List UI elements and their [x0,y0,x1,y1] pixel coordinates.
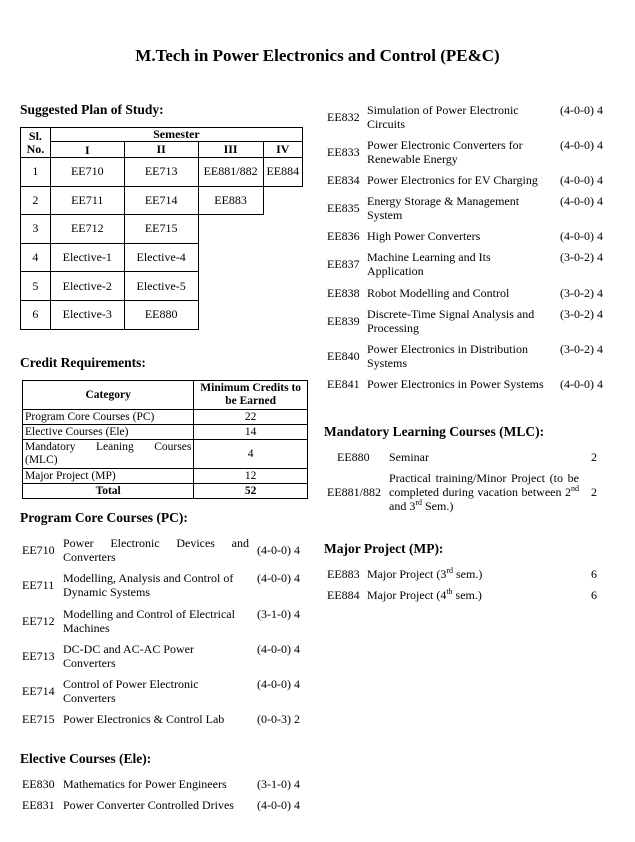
course-row [327,229,612,243]
course-code: EE837 [327,257,360,271]
course-code: EE881/882 [327,485,381,499]
course-credit: (4-0-0) 4 [560,138,603,152]
course-title-sup: rd [415,498,422,507]
plan-cell: Elective-4 [124,243,198,272]
course-title-part: Major Project (4 [367,588,447,602]
plan-semester-header: Semester [50,128,302,142]
course-title-part: sem.) [452,588,482,602]
course-row [22,677,307,705]
course-title-part: sem.) [452,567,483,581]
plan-row [21,186,303,215]
course-code: EE840 [327,349,360,363]
course-code: EE711 [22,578,55,592]
course-credit: (4-0-0) 4 [560,173,603,187]
course-credit: 2 [591,485,597,499]
plan-row [21,215,303,244]
credit-value: 14 [194,425,308,440]
course-row [327,377,612,391]
course-credit: 6 [591,567,597,581]
plan-empty [263,272,302,301]
course-title: Simulation of Power Electronic Circuits [367,103,519,131]
course-title: Power Electronic Devices and Converters [63,536,249,564]
mlc-heading: Mandatory Learning Courses (MLC): [324,424,545,439]
course-code: EE835 [327,201,360,215]
course-row [327,103,612,131]
credit-total-value: 52 [194,484,308,499]
course-code: EE841 [327,377,360,391]
plan-empty [198,215,263,244]
course-row [22,571,307,599]
plan-heading: Suggested Plan of Study: [20,102,164,117]
plan-cell: EE884 [263,158,302,187]
course-row [327,286,612,300]
course-credit: 2 [591,450,597,464]
plan-sl: 2 [21,186,51,215]
course-row [327,471,602,515]
plan-cell: EE715 [124,215,198,244]
course-credit: (3-0-2) 4 [560,250,603,264]
course-row [327,250,612,278]
plan-sem-header: III [198,142,263,158]
credit-category: Mandatory Leaning Courses (MLC) [23,440,194,469]
course-row [327,342,612,370]
course-row [327,307,612,335]
mp-heading: Major Project (MP): [324,541,444,556]
course-row [327,173,612,187]
ele-heading: Elective Courses (Ele): [20,751,152,766]
course-title: Power Electronics & Control Lab [63,712,225,726]
course-code: EE715 [22,712,55,726]
course-code: EE833 [327,145,360,159]
plan-row [21,158,303,187]
course-title: Power Converter Controlled Drives [63,798,234,812]
credit-row [23,425,308,440]
plan-cell: EE881/882 [198,158,263,187]
credit-row [23,469,308,484]
course-title: DC-DC and AC-AC Power Converters [63,642,194,670]
course-title [367,567,482,581]
course-code: EE714 [22,684,55,698]
plan-sl-header: Sl. No. [21,128,51,158]
plan-cell: EE880 [124,300,198,329]
course-credit: (4-0-0) 4 [257,571,300,585]
credit-category: Program Core Courses (PC) [23,410,194,425]
course-title: Power Electronics in Power Systems [367,377,544,391]
course-title-part: Sem.) [422,499,454,513]
credit-value: 22 [194,410,308,425]
course-title: Modelling, Analysis and Control of Dynamic Systems [63,571,234,599]
course-code: EE830 [22,777,55,791]
course-title: Robot Modelling and Control [367,286,510,300]
credits-category-header: Category [23,381,194,410]
credit-category: Major Project (MP) [23,469,194,484]
course-credit: (4-0-0) 4 [257,642,300,656]
course-credit: (4-0-0) 4 [560,103,603,117]
course-title: Modelling and Control of Electrical Machines [63,607,235,635]
course-credit: (3-0-2) 4 [560,342,603,356]
course-row [327,194,612,222]
plan-empty [263,243,302,272]
course-title: Power Electronic Converters for Renewable Energy [367,138,523,166]
credit-value: 12 [194,469,308,484]
course-row [22,536,307,564]
course-credit: (4-0-0) 4 [560,377,603,391]
credits-min-header: Minimum Credits to be Earned [194,381,308,410]
plan-sl: 3 [21,215,51,244]
course-title: Mathematics for Power Engineers [63,777,227,791]
course-title: Discrete-Time Signal Analysis and Processing [367,307,535,335]
plan-empty [198,272,263,301]
course-row [327,138,612,166]
course-title [367,588,482,602]
credit-row [23,440,308,469]
course-row [22,712,307,726]
credits-heading: Credit Requirements: [20,355,146,370]
plan-cell: EE883 [198,186,263,215]
plan-sl: 1 [21,158,51,187]
plan-cell: EE710 [50,158,124,187]
pc-heading: Program Core Courses (PC): [20,510,188,525]
plan-cell: Elective-1 [50,243,124,272]
course-title: Energy Storage & Management System [367,194,520,222]
course-code: EE880 [337,450,370,464]
plan-cell: EE713 [124,158,198,187]
plan-cell: Elective-5 [124,272,198,301]
plan-sem-header: II [124,142,198,158]
course-code: EE713 [22,649,55,663]
credit-total-row [23,484,308,499]
credit-value: 4 [194,440,308,469]
course-row [327,588,602,602]
course-row [337,450,602,464]
plan-empty [263,215,302,244]
plan-row [21,272,303,301]
course-code: EE839 [327,314,360,328]
course-row [327,567,602,581]
course-title: Control of Power Electronic Converters [63,677,199,705]
course-code: EE712 [22,614,55,628]
credit-row [23,410,308,425]
course-code: EE831 [22,798,55,812]
credit-total-label: Total [23,484,194,499]
course-credit: (4-0-0) 4 [257,677,300,691]
course-code: EE838 [327,286,360,300]
plan-table [20,127,303,330]
course-credit: (0-0-3) 2 [257,712,300,726]
course-credit: (3-0-2) 4 [560,307,603,321]
course-title-sup: th [446,587,453,596]
course-credit: (4-0-0) 4 [560,229,603,243]
course-title: Seminar [389,450,429,464]
course-code: EE836 [327,229,360,243]
credit-table [22,380,308,499]
course-credit: (3-1-0) 4 [257,777,300,791]
plan-cell: EE711 [50,186,124,215]
course-credit: (3-0-2) 4 [560,286,603,300]
course-title: Power Electronics for EV Charging [367,173,538,187]
course-credit: 6 [591,588,597,602]
course-code: EE883 [327,567,360,581]
course-title-part: Major Project (3 [367,567,447,581]
course-title-sup: rd [446,566,453,575]
plan-empty [198,243,263,272]
plan-sem-header: I [50,142,124,158]
course-code: EE710 [22,543,55,557]
plan-empty [263,300,302,329]
course-title-part: and 3 [389,499,416,513]
course-title: High Power Converters [367,229,481,243]
plan-sl: 4 [21,243,51,272]
course-credit: (4-0-0) 4 [257,543,300,557]
course-code: EE832 [327,110,360,124]
plan-sl: 5 [21,272,51,301]
credit-category: Elective Courses (Ele) [23,425,194,440]
course-title [389,471,579,513]
course-code: EE884 [327,588,360,602]
plan-cell: EE714 [124,186,198,215]
plan-empty [198,300,263,329]
course-credit: (3-1-0) 4 [257,607,300,621]
course-credit: (4-0-0) 4 [560,194,603,208]
plan-cell: Elective-2 [50,272,124,301]
course-title: Machine Learning and Its Application [367,250,491,278]
plan-sem-header: IV [263,142,302,158]
plan-sl: 6 [21,300,51,329]
course-title-sup: nd [571,484,579,493]
course-row [22,607,307,635]
plan-row [21,243,303,272]
plan-cell: EE712 [50,215,124,244]
course-row [22,642,307,670]
course-credit: (4-0-0) 4 [257,798,300,812]
plan-row [21,300,303,329]
course-code: EE834 [327,173,360,187]
course-row [22,798,307,812]
page-title: M.Tech in Power Electronics and Control (PE&C) [135,46,500,65]
plan-empty [263,186,302,215]
course-title: Power Electronics in Distribution Systems [367,342,528,370]
course-row [22,777,307,791]
plan-cell: Elective-3 [50,300,124,329]
course-title-part: Practical training/Minor Project (to be completed during vacation between 2 [389,471,579,499]
